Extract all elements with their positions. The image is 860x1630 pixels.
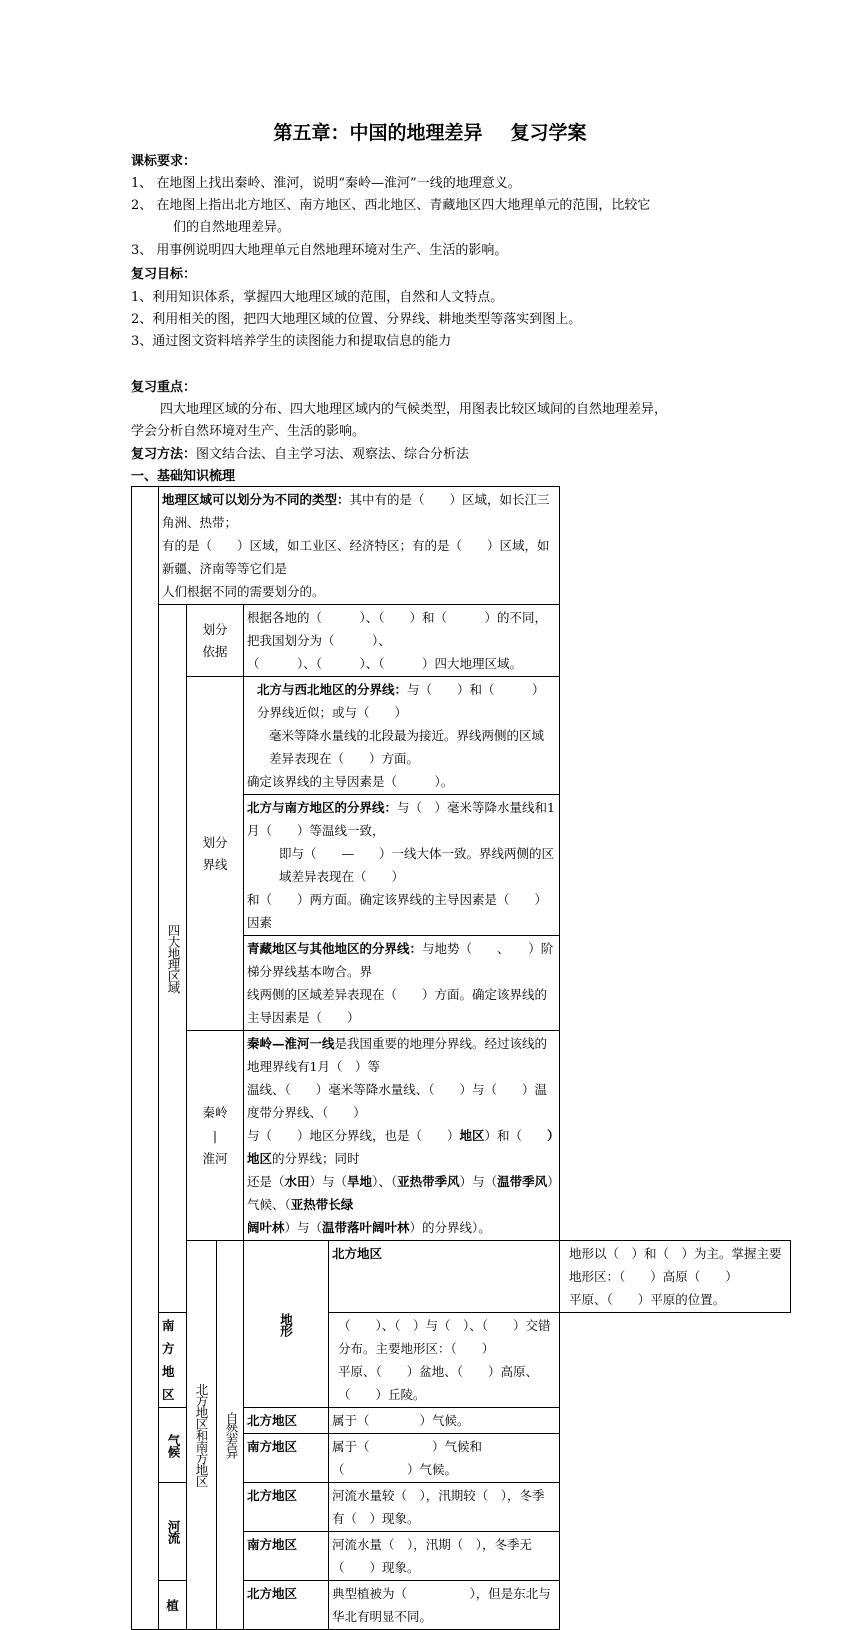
- method-line: 复习方法：图文结合法、自主学习法、观察法、综合分析法: [131, 447, 470, 462]
- page-title: 第五章：中国的地理差异 复习学案: [273, 122, 587, 144]
- goal-item-1: 1、利用知识体系，掌握四大地理区域的范围，自然和人文特点。: [131, 290, 504, 305]
- river-south-cell: 河流水量（ ），汛期（ ），冬季无（ ）现象。: [329, 1532, 560, 1581]
- part1-heading: 一、基础知识梳理: [131, 469, 236, 484]
- veg-label: 植: [159, 1581, 187, 1630]
- river-north-cell: 河流水量较（ ），汛期较（ ），冬季有（ ）现象。: [329, 1483, 560, 1532]
- river-label: 河流: [159, 1483, 187, 1581]
- line-label: 划分界线: [187, 677, 244, 1031]
- kb-item-2b: 们的自然地理差异。: [173, 220, 291, 235]
- kb-item-1: 1、 在地图上找出秦岭、淮河，说明“秦岭—淮河”一线的地理意义。: [131, 176, 521, 191]
- climate-north-label: 北方地区: [244, 1408, 329, 1434]
- terrain-south-label: 南方地区: [159, 1313, 187, 1408]
- river-north-label: 北方地区: [244, 1483, 329, 1532]
- climate-south-cell: 属于（ ）气候和（ ）气候。: [329, 1434, 560, 1483]
- goal-item-3: 3、通过图文资料培养学生的读图能力和提取信息的能力: [131, 334, 452, 349]
- goal-heading: 复习目标：: [131, 267, 197, 282]
- left-margin-cell: [132, 487, 159, 1630]
- basis-label: 划分依据: [187, 605, 244, 677]
- kb-item-3: 3、 用事例说明四大地理单元自然地理环境对生产、生活的影响。: [131, 243, 508, 258]
- north-south-label: 北方地区和南方地区: [187, 1241, 217, 1630]
- natural-diff-label: 自然差异: [217, 1241, 244, 1630]
- qz-boundary-cell: 青藏地区与其他地区的分界线：与地势（ 、 ）阶梯分界线基本吻合。界 线两侧的区域差异表现在（ ）方面。确定该界线的主导因素是（ ）: [244, 936, 560, 1031]
- climate-north-cell: 属于（ ）气候。: [329, 1408, 560, 1434]
- focus-text-a: 四大地理区域的分布、四大地理区域内的气候类型，用图表比较区域间的自然地理差异，: [160, 402, 668, 417]
- kb-heading: 课标要求：: [131, 154, 197, 169]
- terrain-north-cell: 地形以（ ）和（ ）为主。掌握主要地形区：（ ）高原（ ） 平原、（ ）平原的位置。: [560, 1241, 791, 1313]
- river-south-label: 南方地区: [244, 1532, 329, 1581]
- nw-boundary-cell: 北方与西北地区的分界线：与（ ）和（ ）分界线近似；或与（ ） 毫米等降水量线的北段最为接近。界线两侧的区域差异表现在（ ）方面。 确定该界线的主导因素是（ ）。: [244, 677, 560, 795]
- climate-label: 气候: [159, 1408, 187, 1483]
- qinling-huaihe-cell: 秦岭—淮河一线是我国重要的地理分界线。经过该线的地理界线有1月（ ）等 温线、（ ）毫米等降水量线、（ ）与（ ）温度带分界线、（ ） 与（ ）地区分界线，也是（ ）地区）和（ ）地区的分界线；同时 还是（水田）与（旱地）、（亚热带季风）与（温带季风）气候、（亚热带长绿 阔叶林）与（温带落叶阔叶林）的分界线）。: [244, 1031, 560, 1241]
- ns-boundary-cell: 北方与南方地区的分界线：与（ ）毫米等降水量线和1月（ ）等温线一致， 即与（ — ）一线大体一致。界线两侧的区域差异表现在（ ） 和（ ）两方面。确定该界线的主导因素是（ ）因素: [244, 795, 560, 936]
- climate-south-label: 南方地区: [244, 1434, 329, 1483]
- four-regions-label: 四大地理区域: [159, 605, 187, 1313]
- terrain-south-cell: （ ）、（ ）与（ ）、（ ）交错分布。主要地形区：（ ） 平原、（ ）盆地、（ ）高原、（ ）丘陵。: [329, 1313, 560, 1408]
- terrain-north-label: 北方地区: [329, 1241, 560, 1313]
- intro-cell: 地理区域可以划分为不同的类型：其中有的是（ ）区域，如长江三角洲、热带； 有的是（ ）区域，如工业区、经济特区；有的是（ ）区域，如新疆、济南等等它们是 人们根据不同的需要划分的。: [159, 487, 560, 605]
- basis-cell: 根据各地的（ ）、（ ）和（ ）的不同，把我国划分为（ ）、 （ ）、（ ）、（ ）四大地理区域。: [244, 605, 560, 677]
- knowledge-table: [131, 486, 791, 1630]
- kb-item-2a: 2、 在地图上指出北方地区、南方地区、西北地区、青藏地区四大地理单元的范围，比较它: [131, 198, 651, 213]
- terrain-label: 地形: [244, 1241, 329, 1408]
- focus-heading: 复习重点：: [131, 380, 197, 395]
- goal-item-2: 2、利用相关的图，把四大地理区域的位置、分界线、耕地类型等落实到图上。: [131, 312, 582, 327]
- veg-north-cell: 典型植被为（ ），但是东北与华北有明显不同。: [329, 1581, 560, 1630]
- veg-north-label: 北方地区: [244, 1581, 329, 1630]
- focus-text-b: 学会分析自然环境对生产、生活的影响。: [131, 424, 366, 439]
- qinling-huaihe-label: 秦岭 | 淮河: [187, 1031, 244, 1241]
